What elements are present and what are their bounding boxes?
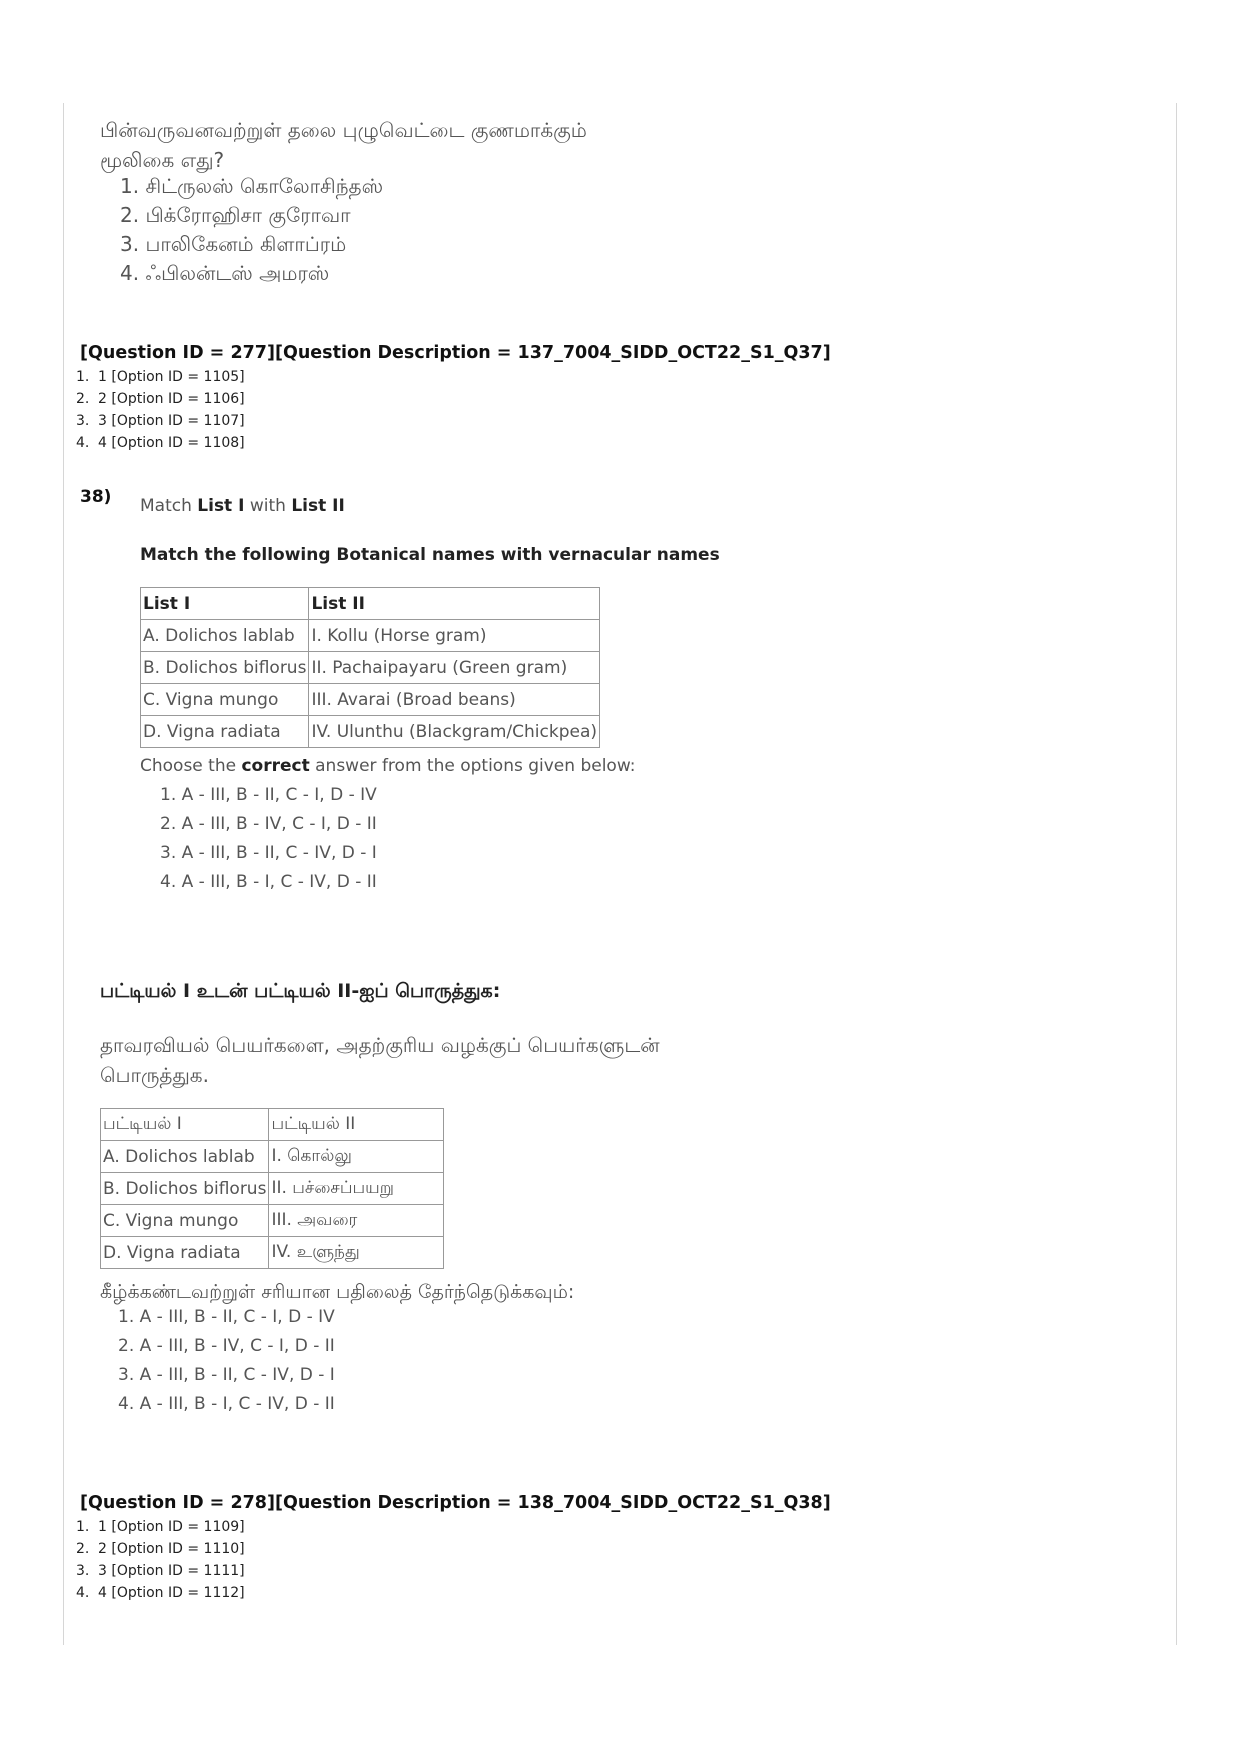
q38-options-en [160,781,377,897]
q37-option: 2. பிக்ரோஹிசா குரோவா [120,203,351,227]
right-border-line [1176,103,1177,1645]
table-cell: II. பச்சைப்பயறு [269,1173,444,1205]
q38-option: 3. A - III, B - II, C - IV, D - I [118,1365,335,1385]
option-id-item: 4. 4 [Option ID = 1112] [76,1585,245,1601]
table-cell: III. Avarai (Broad beans) [309,684,600,716]
table-row [141,620,600,652]
q38-match-table-en [140,587,600,748]
option-id-item: 1. 1 [Option ID = 1105] [76,369,245,385]
q37-options [120,172,383,288]
table-row [141,588,600,620]
table-cell: III. அவரை [269,1205,444,1237]
table-cell: I. Kollu (Horse gram) [309,620,600,652]
table-row [141,652,600,684]
table-cell: A. Dolichos lablab [141,620,309,652]
q38-option: 1. A - III, B - II, C - I, D - IV [160,785,377,805]
option-id-item: 2. 2 [Option ID = 1106] [76,391,245,407]
q38-option: 1. A - III, B - II, C - I, D - IV [118,1307,335,1327]
q37-option: 4. ஃபிலன்டஸ் அமரஸ் [120,261,330,285]
q37-text-line1: பின்வருவனவற்றுள் தலை புழுவெட்டை குணமாக்கும் [100,118,587,142]
table-row [101,1173,444,1205]
option-id-item: 3. 3 [Option ID = 1111] [76,1563,245,1579]
q38-option: 3. A - III, B - II, C - IV, D - I [160,843,377,863]
table-cell: D. Vigna radiata [141,716,309,748]
table-cell: IV. Ulunthu (Blackgram/Chickpea) [309,716,600,748]
table-row [101,1109,444,1141]
table-cell: C. Vigna mungo [141,684,309,716]
q38-instruction: Match the following Botanical names with vernacular names [140,545,720,565]
q38-tamil-choose: கீழ்க்கண்டவற்றுள் சரியான பதிலைத் தேர்ந்தெடுக்கவும்: [100,1281,575,1303]
q38-option: 2. A - III, B - IV, C - I, D - II [118,1336,335,1356]
table-row [141,716,600,748]
q38-tamil-instruction [100,1030,660,1090]
q37-option: 3. பாலிகேனம் கிளாப்ரம் [120,232,347,256]
table-cell: D. Vigna radiata [101,1237,269,1269]
q38-options-ta [118,1303,335,1419]
table-row [101,1141,444,1173]
q37-question-id: [Question ID = 277][Question Description = 137_7004_SIDD_OCT22_S1_Q37] [80,343,831,363]
table-cell: II. Pachaipayaru (Green gram) [309,652,600,684]
option-id-item: 4. 4 [Option ID = 1108] [76,435,245,451]
table-row [101,1205,444,1237]
q37-option-id-list [76,366,245,454]
left-border-line [63,103,64,1645]
q38-match-line: Match List I with List II [140,496,345,516]
option-id-item: 1. 1 [Option ID = 1109] [76,1519,245,1535]
q38-question-id: [Question ID = 278][Question Description = 138_7004_SIDD_OCT22_S1_Q38] [80,1493,831,1513]
table-cell: A. Dolichos lablab [101,1141,269,1173]
table-cell: IV. உளுந்து [269,1237,444,1269]
option-id-item: 3. 3 [Option ID = 1107] [76,413,245,429]
q37-option: 1. சிட்ருலஸ் கொலோசிந்தஸ் [120,174,384,198]
table-cell: B. Dolichos biflorus [141,652,309,684]
option-id-item: 2. 2 [Option ID = 1110] [76,1541,245,1557]
tamil-instruction-line: தாவரவியல் பெயர்களை, அதற்குரிய வழக்குப் பெயர்களுடன் [100,1033,660,1057]
q38-option-id-list [76,1516,245,1604]
tamil-instruction-line: பொருத்துக. [100,1063,209,1087]
q38-option: 2. A - III, B - IV, C - I, D - II [160,814,377,834]
q38-option: 4. A - III, B - I, C - IV, D - II [160,872,377,892]
table-cell: C. Vigna mungo [101,1205,269,1237]
table-header-cell: பட்டியல் II [269,1109,444,1141]
table-header-cell: பட்டியல் I [101,1109,269,1141]
q38-match-table-ta [100,1108,444,1269]
q38-option: 4. A - III, B - I, C - IV, D - II [118,1394,335,1414]
q37-text-line2: மூலிகை எது? [100,148,225,172]
table-header-cell: List II [309,588,600,620]
table-row [141,684,600,716]
table-cell: B. Dolichos biflorus [101,1173,269,1205]
q38-tamil-heading: பட்டியல் I உடன் பட்டியல் II-ஐப் பொருத்துக: [100,980,501,1002]
table-cell: I. கொல்லு [269,1141,444,1173]
table-row [101,1237,444,1269]
q37-question-text [100,115,587,175]
table-header-cell: List I [141,588,309,620]
q38-number: 38) [80,487,112,507]
q38-choose-line: Choose the correct answer from the options given below: [140,756,636,776]
